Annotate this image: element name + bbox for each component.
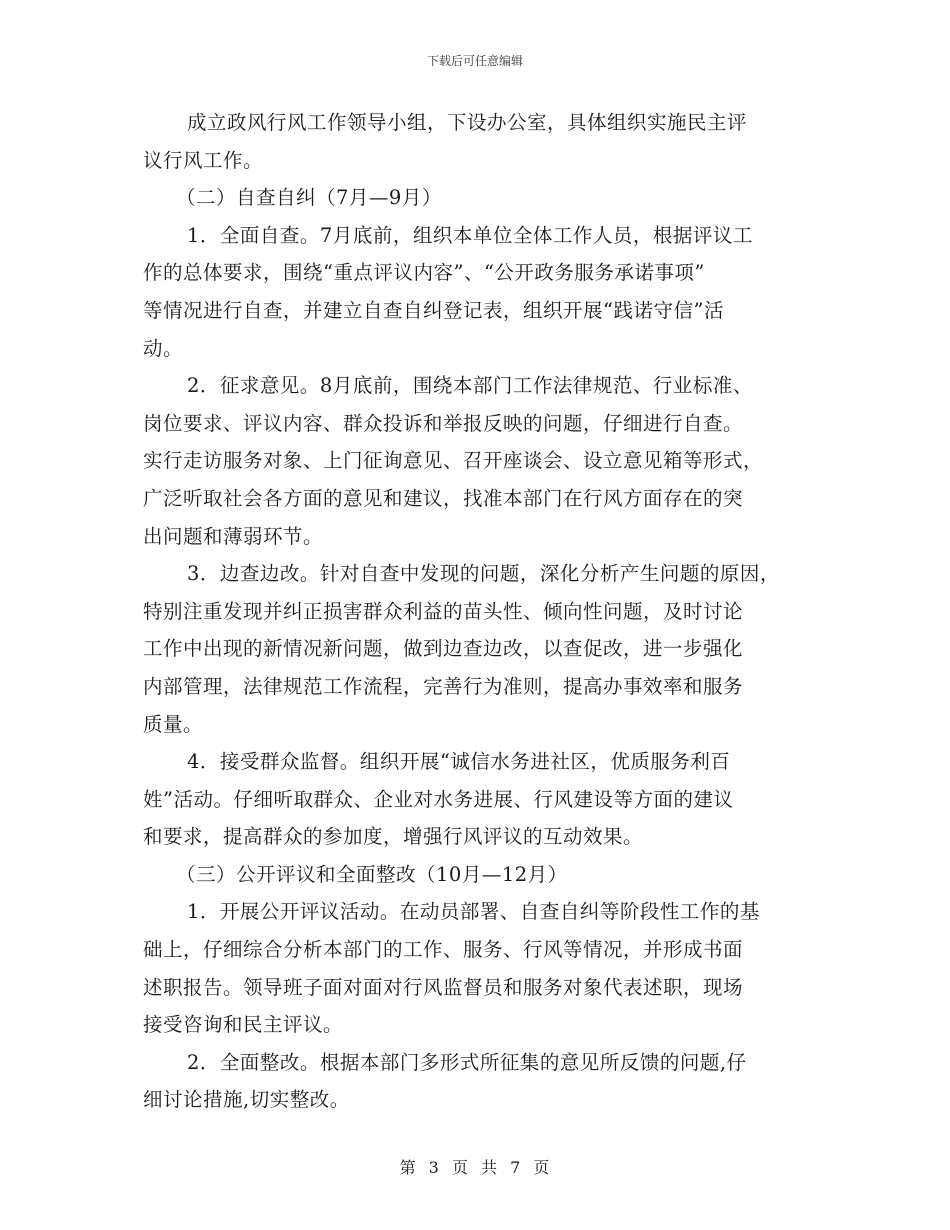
paragraph-line: 广泛听取社会各方面的意见和建议，找准本部门在行风方面存在的突 — [143, 486, 744, 510]
paragraph-line: 姓”活动。仔细听取群众、企业对水务进展、行风建设等方面的建议 — [143, 787, 734, 811]
section-heading: （二）自查自纠（7月—9月） — [176, 186, 442, 210]
section-heading: （三）公开评议和全面整改（10月—12月） — [176, 862, 568, 886]
paragraph-line: 议行风工作。 — [143, 148, 264, 172]
paragraph-line: 础上，仔细综合分析本部门的工作、服务、行风等情况，并形成书面 — [143, 938, 744, 962]
document-body — [143, 104, 823, 1119]
paragraph-line: 岗位要求、评议内容、群众投诉和举报反映的问题，仔细进行自查。 — [143, 411, 744, 435]
paragraph-line: 述职报告。领导班子面对面对行风监督员和服务对象代表述职，现场 — [143, 975, 744, 999]
paragraph-line: 特别注重发现并纠正损害群众利益的苗头性、倾向性问题，及时讨论 — [143, 599, 744, 623]
paragraph-line: 1．全面自查。7月底前，组织本单位全体工作人员，根据评议工 — [187, 223, 753, 247]
paragraph-line: 质量。 — [143, 712, 204, 736]
paragraph-line: 出问题和薄弱环节。 — [143, 524, 324, 548]
paragraph-line: 成立政风行风工作领导小组，下设办公室，具体组织实施民主评 — [187, 111, 748, 134]
paragraph-line: 2．征求意见。8月底前，围绕本部门工作法律规范、行业标准、 — [187, 374, 753, 398]
paragraph-line: 接受咨询和民主评议。 — [143, 1013, 344, 1037]
paragraph-line: 3．边查边改。针对自查中发现的问题，深化分析产生问题的原因， — [187, 562, 780, 586]
paragraph-line: 工作中出现的新情况新问题，做到边查边改，以查促改，进一步强化 — [143, 637, 744, 661]
paragraph-line: 内部管理，法律规范工作流程，完善行为准则，提高办事效率和服务 — [143, 674, 744, 698]
paragraph-line: 4．接受群众监督。组织开展“诚信水务进社区，优质服务利百 — [187, 750, 731, 774]
paragraph-line: 作的总体要求，围绕“重点评议内容”、“公开政务服务承诺事项” — [143, 261, 705, 285]
paragraph-line: 和要求，提高群众的参加度，增强行风评议的互动效果。 — [143, 825, 644, 849]
paragraph-line: 2．全面整改。根据本部门多形式所征集的意见所反馈的问题,仔 — [187, 1050, 747, 1074]
paragraph-line: 实行走访服务对象、上门征询意见、召开座谈会、设立意见箱等形式， — [143, 449, 764, 473]
paragraph-line: 1．开展公开评议活动。在动员部署、自查自纠等阶段性工作的基 — [187, 900, 760, 924]
paragraph-line: 等情况进行自查，并建立自查自纠登记表，组织开展“践诺守信”活 — [143, 298, 724, 322]
paragraph-line: 动。 — [143, 336, 184, 360]
page-footer: 第 3 页 共 7 页 — [399, 1158, 551, 1177]
page-header: 下载后可任意编辑 — [426, 54, 523, 68]
paragraph-line: 细讨论措施,切实整改。 — [143, 1088, 350, 1112]
